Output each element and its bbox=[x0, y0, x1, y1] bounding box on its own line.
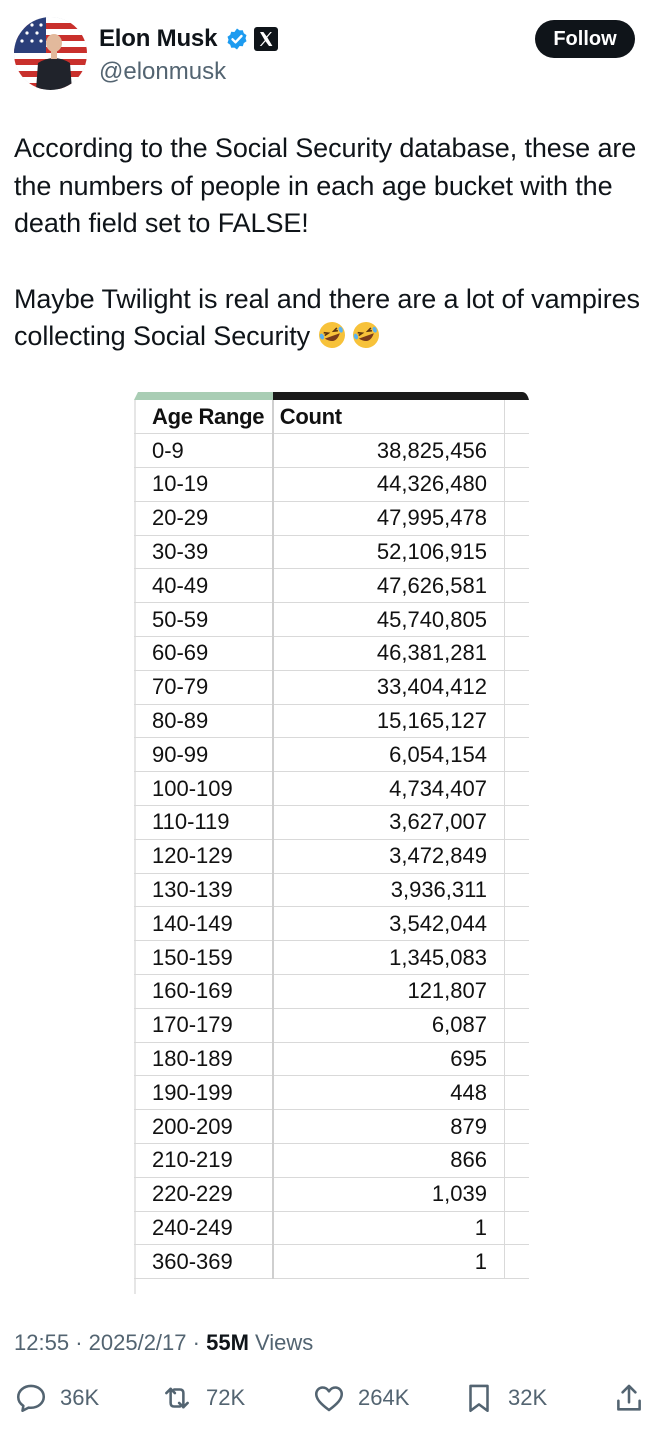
count-cell: 1 bbox=[273, 1211, 505, 1245]
table-cell-empty bbox=[504, 434, 529, 468]
age-range-cell: 240-249 bbox=[134, 1211, 273, 1245]
tweet-meta bbox=[14, 1330, 313, 1356]
count-cell: 3,936,311 bbox=[273, 873, 505, 907]
meta-separator: · bbox=[192, 1330, 200, 1355]
table-cell-empty bbox=[504, 535, 529, 569]
table-cell-empty bbox=[504, 569, 529, 603]
action-bar bbox=[0, 1378, 660, 1422]
laughing-emoji-icon bbox=[351, 320, 381, 350]
table-cell-empty bbox=[504, 1177, 529, 1211]
reply-icon bbox=[14, 1381, 48, 1415]
table-row bbox=[134, 501, 529, 535]
count-cell: 6,054,154 bbox=[273, 738, 505, 772]
age-range-cell: 70-79 bbox=[134, 670, 273, 704]
table-row bbox=[134, 839, 529, 873]
table-cell-empty bbox=[504, 468, 529, 502]
table-cell-empty bbox=[504, 1211, 529, 1245]
avatar[interactable] bbox=[14, 17, 87, 90]
table-row bbox=[134, 1144, 529, 1178]
age-range-cell: 210-219 bbox=[134, 1144, 273, 1178]
table-row bbox=[134, 1076, 529, 1110]
count-cell: 52,106,915 bbox=[273, 535, 505, 569]
age-range-cell: 60-69 bbox=[134, 637, 273, 671]
handle[interactable]: @elonmusk bbox=[99, 58, 227, 85]
age-range-cell: 190-199 bbox=[134, 1076, 273, 1110]
x-logo-icon[interactable] bbox=[254, 27, 278, 51]
table-cell-empty bbox=[504, 1245, 529, 1279]
table-header-row bbox=[134, 400, 529, 434]
table-row bbox=[134, 941, 529, 975]
count-cell: 1,039 bbox=[273, 1177, 505, 1211]
table-cell-empty bbox=[504, 738, 529, 772]
views-label: Views bbox=[255, 1330, 314, 1355]
count-cell: 695 bbox=[273, 1042, 505, 1076]
count-cell: 33,404,412 bbox=[273, 670, 505, 704]
like-button[interactable] bbox=[312, 1378, 409, 1418]
tweet-paragraph-2 bbox=[14, 281, 644, 356]
count-cell: 1,345,083 bbox=[273, 941, 505, 975]
bookmark-count: 32K bbox=[508, 1385, 548, 1410]
count-cell: 38,825,456 bbox=[273, 434, 505, 468]
age-range-cell: 30-39 bbox=[134, 535, 273, 569]
table-row bbox=[134, 1110, 529, 1144]
table-cell-empty bbox=[504, 1076, 529, 1110]
follow-button[interactable]: Follow bbox=[535, 20, 635, 58]
tweet-paragraph-2-text: Maybe Twilight is real and there are a lot of vampires collecting Social Security bbox=[14, 283, 640, 352]
count-cell: 15,165,127 bbox=[273, 704, 505, 738]
tweet-time[interactable]: 12:55 bbox=[14, 1330, 70, 1355]
table-row bbox=[134, 670, 529, 704]
age-range-cell: 0-9 bbox=[134, 434, 273, 468]
table-cell-empty bbox=[504, 501, 529, 535]
count-cell: 866 bbox=[273, 1144, 505, 1178]
sheet-header-bar bbox=[134, 390, 529, 400]
table-row bbox=[134, 637, 529, 671]
age-range-cell: 120-129 bbox=[134, 839, 273, 873]
table-cell-empty bbox=[504, 806, 529, 840]
table-row bbox=[134, 772, 529, 806]
table-row bbox=[134, 535, 529, 569]
views-count: 55M bbox=[206, 1330, 249, 1355]
count-cell: 879 bbox=[273, 1110, 505, 1144]
table-cell-empty bbox=[504, 1008, 529, 1042]
age-range-cell: 100-109 bbox=[134, 772, 273, 806]
age-range-cell: 160-169 bbox=[134, 975, 273, 1009]
count-cell: 47,626,581 bbox=[273, 569, 505, 603]
table-cell-empty bbox=[504, 941, 529, 975]
age-count-table bbox=[134, 400, 529, 1279]
age-range-cell: 140-149 bbox=[134, 907, 273, 941]
header-count: Count bbox=[273, 400, 505, 434]
repost-icon bbox=[160, 1381, 194, 1415]
count-cell: 121,807 bbox=[273, 975, 505, 1009]
table-row bbox=[134, 569, 529, 603]
table-row bbox=[134, 1008, 529, 1042]
table-cell-empty bbox=[504, 1042, 529, 1076]
tweet-date[interactable]: 2025/2/17 bbox=[88, 1330, 187, 1355]
count-cell: 45,740,805 bbox=[273, 603, 505, 637]
table-cell-empty bbox=[504, 603, 529, 637]
table-row bbox=[134, 1042, 529, 1076]
table-cell-empty bbox=[504, 1110, 529, 1144]
count-cell: 46,381,281 bbox=[273, 637, 505, 671]
table-row bbox=[134, 1211, 529, 1245]
table-cell-empty bbox=[504, 670, 529, 704]
count-cell: 6,087 bbox=[273, 1008, 505, 1042]
count-cell: 47,995,478 bbox=[273, 501, 505, 535]
table-row bbox=[134, 975, 529, 1009]
like-count: 264K bbox=[358, 1385, 410, 1410]
name-row bbox=[99, 22, 278, 56]
share-button[interactable] bbox=[612, 1378, 646, 1418]
tweet-text bbox=[14, 130, 644, 356]
repost-button[interactable] bbox=[160, 1378, 245, 1418]
age-range-cell: 180-189 bbox=[134, 1042, 273, 1076]
table-row bbox=[134, 907, 529, 941]
age-range-cell: 220-229 bbox=[134, 1177, 273, 1211]
table-row bbox=[134, 434, 529, 468]
age-range-cell: 40-49 bbox=[134, 569, 273, 603]
age-range-cell: 170-179 bbox=[134, 1008, 273, 1042]
table-row bbox=[134, 1245, 529, 1279]
age-range-cell: 110-119 bbox=[134, 806, 273, 840]
table-row bbox=[134, 738, 529, 772]
spreadsheet-image[interactable] bbox=[134, 390, 529, 1294]
table-cell-empty bbox=[504, 907, 529, 941]
count-cell: 1 bbox=[273, 1245, 505, 1279]
count-cell: 44,326,480 bbox=[273, 468, 505, 502]
tweet-paragraph-1: According to the Social Security database, these are the numbers of people in each age bucket with the death field set to FALSE! bbox=[14, 133, 637, 239]
age-range-cell: 150-159 bbox=[134, 941, 273, 975]
reply-button[interactable] bbox=[14, 1378, 99, 1418]
age-range-cell: 10-19 bbox=[134, 468, 273, 502]
table-cell-empty bbox=[504, 400, 529, 434]
table-row bbox=[134, 603, 529, 637]
header-age-range: Age Range bbox=[134, 400, 273, 434]
bookmark-button[interactable] bbox=[462, 1378, 547, 1418]
age-range-cell: 20-29 bbox=[134, 501, 273, 535]
display-name[interactable]: Elon Musk bbox=[99, 25, 218, 52]
table-row bbox=[134, 806, 529, 840]
table-cell-empty bbox=[504, 839, 529, 873]
reply-count: 36K bbox=[60, 1385, 100, 1410]
count-cell: 4,734,407 bbox=[273, 772, 505, 806]
age-range-cell: 50-59 bbox=[134, 603, 273, 637]
age-range-cell: 200-209 bbox=[134, 1110, 273, 1144]
count-cell: 3,542,044 bbox=[273, 907, 505, 941]
count-cell: 448 bbox=[273, 1076, 505, 1110]
meta-separator: · bbox=[75, 1330, 83, 1355]
age-range-cell: 90-99 bbox=[134, 738, 273, 772]
table-cell-empty bbox=[504, 1144, 529, 1178]
table-cell-empty bbox=[504, 704, 529, 738]
author-block bbox=[99, 22, 278, 86]
table-cell-empty bbox=[504, 873, 529, 907]
count-cell: 3,627,007 bbox=[273, 806, 505, 840]
repost-count: 72K bbox=[206, 1385, 246, 1410]
table-row bbox=[134, 704, 529, 738]
heart-icon bbox=[312, 1381, 346, 1415]
table-cell-empty bbox=[504, 772, 529, 806]
table-row bbox=[134, 468, 529, 502]
table-row bbox=[134, 873, 529, 907]
share-icon bbox=[612, 1381, 646, 1415]
age-range-cell: 80-89 bbox=[134, 704, 273, 738]
verified-badge-icon bbox=[225, 27, 249, 51]
age-range-cell: 360-369 bbox=[134, 1245, 273, 1279]
laughing-emoji-icon bbox=[317, 320, 347, 350]
bookmark-icon bbox=[462, 1381, 496, 1415]
table-cell-empty bbox=[504, 975, 529, 1009]
table-cell-empty bbox=[504, 637, 529, 671]
table-row bbox=[134, 1177, 529, 1211]
count-cell: 3,472,849 bbox=[273, 839, 505, 873]
age-range-cell: 130-139 bbox=[134, 873, 273, 907]
